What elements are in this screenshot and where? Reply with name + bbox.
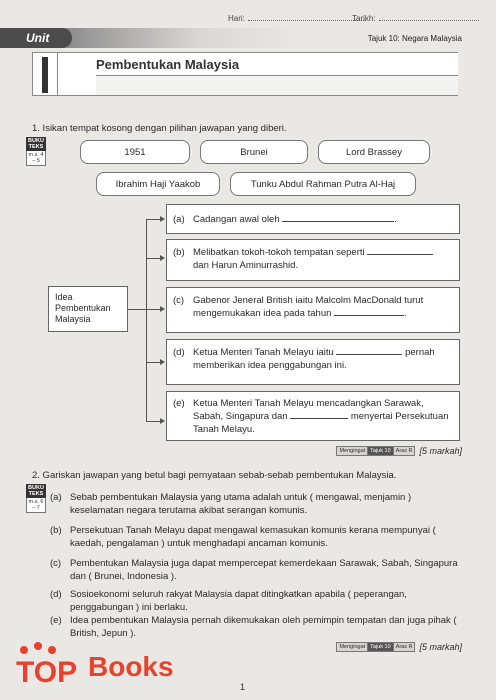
answer-box-d: (d) Ketua Menteri Tanah Melayu iaitu pernah memberikan idea penggabungan ini. (166, 339, 460, 385)
buku-teks-badge-2: BUKU TEKS m.s. 6 – 7 (26, 484, 46, 513)
option-1951: 1951 (80, 140, 190, 164)
arrow-a (160, 216, 165, 222)
q2-item-d: (d) Sosioekonomi seluruh rakyat Malaysia dapat ditingkatkan apabila ( peperangan, penggabungan ) ini berlaku. (50, 589, 407, 613)
hari-field: Hari: (228, 14, 366, 23)
answer-box-b: (b) Melibatkan tokoh-tokoh tempatan seperti dan Harun Aminurrashid. (166, 239, 460, 281)
q2-item-a: (a) Sebab pembentukan Malaysia yang utama adalah untuk ( mengawal, menjamin ) keselamatan negara terutama akibat serangan komunis. (50, 492, 412, 516)
page-number: 1 (240, 682, 246, 692)
logo-books-text: Books (88, 651, 174, 682)
page-title: Pembentukan Malaysia (96, 57, 240, 72)
tarikh-field: Tarikh: (352, 14, 479, 23)
unit-number (32, 52, 58, 96)
blank-e[interactable] (290, 410, 348, 419)
q2-item-c: (c) Pembentukan Malaysia juga dapat mempercepat kemerdekaan Sarawak, Sabah, Singapura dan ( Brunei, Indonesia ). (50, 558, 458, 582)
option-brunei: Brunei (200, 140, 308, 164)
logo-top-text: TOP (16, 656, 78, 689)
center-concept-box: Idea Pembentukan Malaysia (48, 286, 128, 332)
q2-marks: [5 markah] (419, 642, 462, 652)
option-lord-brassey: Lord Brassey (318, 140, 430, 164)
answer-box-e: (e) Ketua Menteri Tanah Melayu mencadangkan Sarawak, Sabah, Singapura dan menyertai Persekutuan Tanah Melayu. (166, 391, 460, 441)
blank-b[interactable] (367, 246, 433, 255)
arrow-e (160, 418, 165, 424)
buku-teks-badge-1: BUKU TEKS m.s. 4 – 5 (26, 137, 46, 166)
q2-marks-row (337, 642, 462, 652)
option-ibrahim: Ibrahim Haji Yaakob (96, 172, 220, 196)
tajuk-label: Tajuk 10: Negara Malaysia (367, 34, 462, 43)
arrow-b (160, 255, 165, 261)
q1-marks-row (337, 446, 462, 456)
connector-vertical (146, 219, 147, 421)
q2-item-e: (e) Idea pembentukan Malaysia pernah dikemukakan oleh pemimpin tempatan dan juga pihak ( British, Jepun ). (50, 615, 457, 639)
question-1: 1. Isikan tempat kosong dengan pilihan jawapan yang diberi. (32, 123, 287, 134)
q1-marks: [5 markah] (419, 446, 462, 456)
answer-box-c: (c) Gabenor Jeneral British iaitu Malcolm MacDonald turut mengemukakan idea pada tahun . (166, 287, 460, 333)
skill-chips-2: Mengingat Tajuk 10 Aras R (337, 642, 415, 652)
connector-center (128, 309, 146, 310)
blank-d[interactable] (336, 346, 402, 355)
topbooks-logo (12, 636, 180, 690)
unit-number-glyph (42, 57, 48, 93)
answer-box-a: (a) Cadangan awal oleh . (166, 204, 460, 234)
arrow-c (160, 306, 165, 312)
unit-tag: Unit (0, 28, 72, 48)
arrow-d (160, 359, 165, 365)
question-2: 2. Gariskan jawapan yang betul bagi pernyataan sebab-sebab pembentukan Malaysia. (32, 470, 397, 481)
blank-a[interactable] (282, 213, 394, 222)
option-tunku: Tunku Abdul Rahman Putra Al-Haj (230, 172, 416, 196)
blank-c[interactable] (334, 307, 404, 316)
title-box (58, 52, 458, 96)
q2-item-b: (b) Persekutuan Tanah Melayu dapat mengawal kemasukan komunis kerana mempunyai ( kaedah, pengalaman ) untuk menghadapi ancaman komunis. (50, 525, 436, 549)
skill-chips: Mengingat Tajuk 10 Aras R (337, 446, 415, 456)
